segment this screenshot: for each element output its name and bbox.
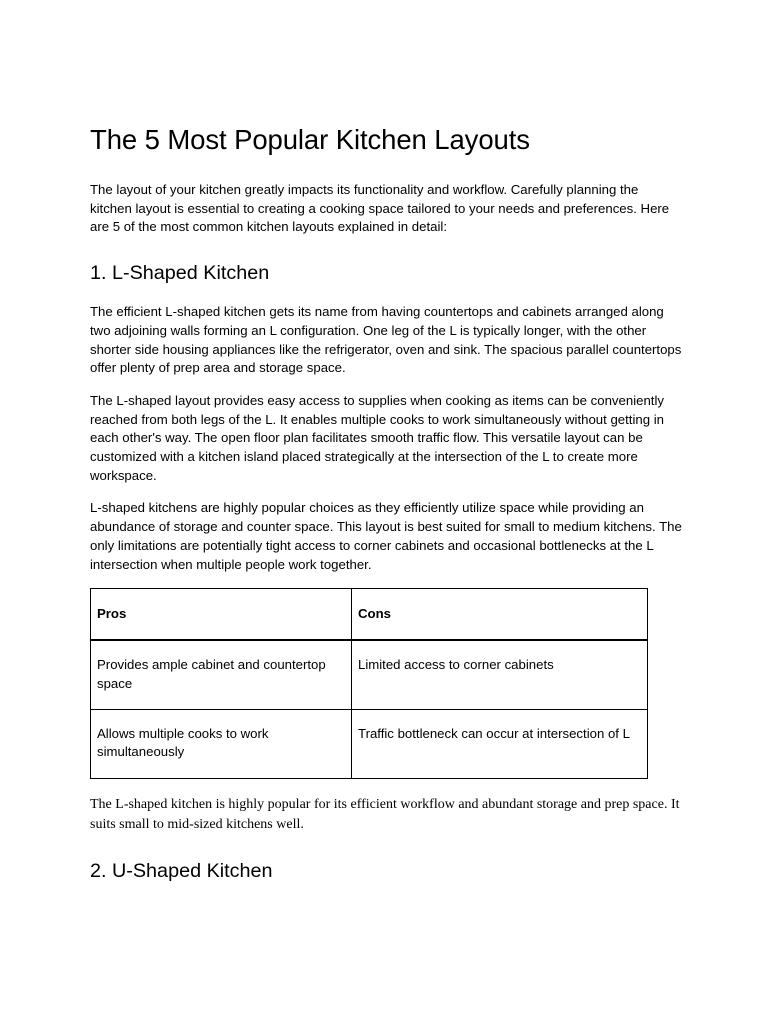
l-shaped-paragraph-1: The efficient L-shaped kitchen gets its name from having countertops and cabinets arranged along two adjoining walls forming an L configuration. One leg of the L is typically longer, with the other shorter side housing appliances like the refrigerator, oven and sink. The spacious parallel countertops offer plenty of prep area and storage space.: [90, 304, 682, 376]
l-shaped-paragraph-2: The L-shaped layout provides easy access to supplies when cooking as items can be conveniently reached from both legs of the L. It enables multiple cooks to work simultaneously without getting in each other's way. The open floor plan facilitates smooth traffic flow. This versatile layout can be customized with a kitchen island placed strategically at the intersection of the L to create more workspace.: [90, 392, 664, 483]
table-cell-con: Traffic bottleneck can occur at intersection of L: [352, 709, 648, 778]
table-row: [91, 640, 648, 709]
cons-header: Cons: [352, 589, 648, 641]
table-header-row: [91, 589, 648, 641]
table-row: [91, 709, 648, 778]
document-content: [90, 120, 682, 901]
pros-header: Pros: [91, 589, 352, 641]
pros-cons-table: [90, 588, 648, 779]
table-cell-pro: Allows multiple cooks to work simultaneously: [91, 709, 352, 778]
table-cell-pro: Provides ample cabinet and countertop space: [91, 640, 352, 709]
l-shaped-summary: The L-shaped kitchen is highly popular for its efficient workflow and abundant storage and prep space. It suits small to mid-sized kitchens well.: [90, 796, 680, 833]
intro-paragraph: The layout of your kitchen greatly impacts its functionality and workflow. Carefully planning the kitchen layout is essential to creating a cooking space tailored to your needs and preferences. Here are 5 of the most common kitchen layouts explained in detail:: [90, 182, 670, 235]
l-shaped-paragraph-3: L-shaped kitchens are highly popular choices as they efficiently utilize space while providing an abundance of storage and counter space. This layout is best suited for small to medium kitchens. The only limitations are potentially tight access to corner cabinets and occasional bottlenecks at the L intersection when multiple people work together.: [90, 500, 682, 572]
page-title: The 5 Most Popular Kitchen Layouts: [90, 124, 530, 155]
section-heading-u-shaped: 2. U-Shaped Kitchen: [90, 859, 273, 882]
section-heading-l-shaped: 1. L-Shaped Kitchen: [90, 262, 270, 285]
table-cell-con: Limited access to corner cabinets: [352, 640, 648, 709]
